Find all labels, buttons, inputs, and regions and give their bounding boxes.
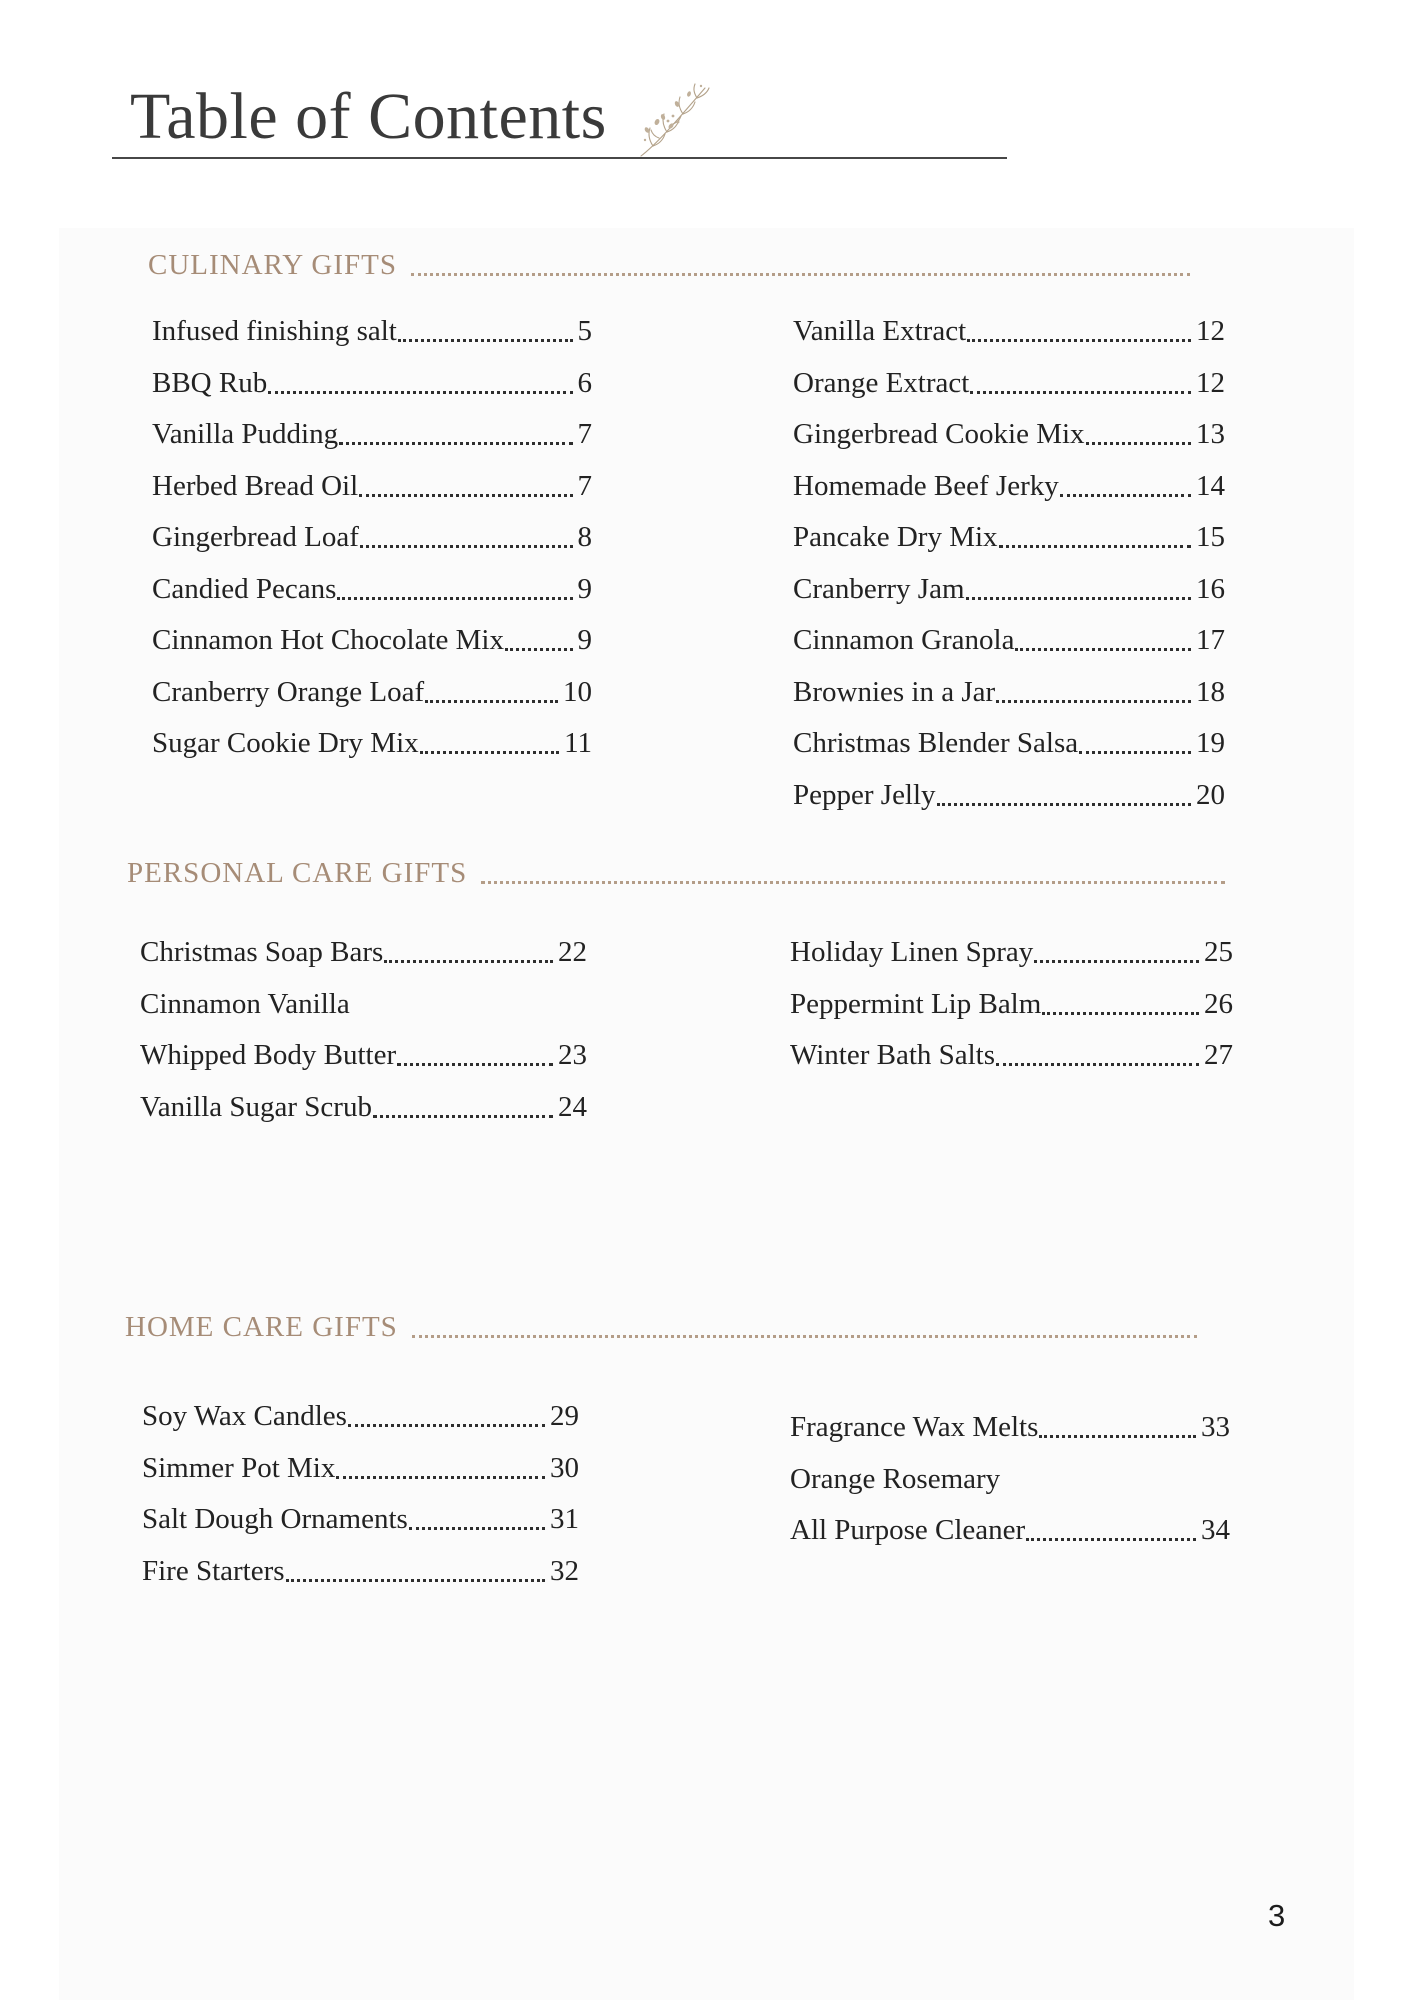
entry-page-number: 10 (563, 675, 592, 708)
entry-dot-leader (966, 597, 1191, 600)
entry-dot-leader (967, 339, 1191, 342)
entry-page-number: 9 (577, 572, 592, 605)
entry-page-number: 13 (1196, 418, 1225, 451)
title-rule (112, 157, 1007, 159)
entry-title: Infused finishing salt (152, 315, 397, 348)
entry-page-number: 25 (1204, 936, 1233, 969)
toc-entry (140, 1082, 587, 1134)
entry-page-number: 16 (1196, 572, 1225, 605)
toc-entry (152, 615, 592, 667)
entry-page-number: 12 (1196, 366, 1225, 399)
entry-title: Brownies in a Jar (793, 675, 996, 708)
entry-title: Cranberry Orange Loaf (152, 675, 425, 708)
entry-dot-leader (268, 391, 572, 394)
toc-entry (793, 358, 1225, 410)
toc-entry (152, 306, 592, 358)
entry-dot-leader (1015, 648, 1191, 651)
entry-title: Cinnamon Vanilla (140, 987, 350, 1020)
toc-entry (152, 409, 592, 461)
section-label: HOME CARE GIFTS (125, 1310, 398, 1343)
section-dot-leader (481, 881, 1225, 884)
entry-dot-leader (1026, 1538, 1196, 1541)
entry-title: Cranberry Jam (793, 572, 965, 605)
entry-page-number: 9 (577, 624, 592, 657)
section-dot-leader (412, 1335, 1197, 1338)
section-label: CULINARY GIFTS (148, 248, 397, 281)
toc-entry (140, 979, 587, 1031)
entry-page-number: 17 (1196, 624, 1225, 657)
entry-title: Soy Wax Candles (142, 1400, 347, 1433)
section-dot-leader (411, 273, 1190, 276)
entry-title: All Purpose Cleaner (790, 1514, 1026, 1547)
toc-entry (152, 564, 592, 616)
entry-page-number: 7 (577, 469, 592, 502)
entry-page-number: 18 (1196, 675, 1225, 708)
entry-dot-leader (286, 1579, 545, 1582)
entry-page-number: 29 (550, 1400, 579, 1433)
entry-dot-leader (373, 1115, 553, 1118)
toc-entry (790, 927, 1233, 979)
toc-entry (793, 770, 1225, 822)
entry-title: Orange Extract (793, 366, 970, 399)
entry-title: Orange Rosemary (790, 1462, 1001, 1495)
toc-entry (790, 1454, 1230, 1506)
toc-entry (790, 1030, 1233, 1082)
toc-entry (790, 1402, 1230, 1454)
entry-dot-leader (996, 700, 1191, 703)
entry-dot-leader (996, 1063, 1199, 1066)
entry-page-number: 14 (1196, 469, 1225, 502)
entry-dot-leader (425, 700, 558, 703)
entry-title: Christmas Soap Bars (140, 936, 384, 969)
entry-page-number: 30 (550, 1451, 579, 1484)
entry-title: Peppermint Lip Balm (790, 987, 1042, 1020)
entry-title: Fire Starters (142, 1554, 285, 1587)
toc-entry (793, 718, 1225, 770)
section-header-personal-care-gifts (127, 856, 1225, 890)
toc-column (793, 306, 1225, 821)
entry-dot-leader (360, 545, 573, 548)
entry-page-number: 11 (564, 727, 592, 760)
entry-page-number: 6 (577, 366, 592, 399)
entry-page-number: 19 (1196, 727, 1225, 760)
toc-entry (790, 1505, 1230, 1557)
entry-title: Winter Bath Salts (790, 1039, 996, 1072)
entry-title: Vanilla Extract (793, 315, 967, 348)
toc-entry (793, 306, 1225, 358)
entry-page-number: 15 (1196, 521, 1225, 554)
entry-dot-leader (336, 1476, 545, 1479)
toc-entry (793, 615, 1225, 667)
entry-title: Holiday Linen Spray (790, 936, 1034, 969)
entry-title: Homemade Beef Jerky (793, 469, 1059, 502)
entry-dot-leader (1042, 1012, 1199, 1015)
entry-dot-leader (1060, 494, 1191, 497)
toc-entry (152, 461, 592, 513)
entry-page-number: 26 (1204, 987, 1233, 1020)
entry-dot-leader (397, 1063, 553, 1066)
toc-column (140, 927, 587, 1133)
toc-entry (790, 979, 1233, 1031)
entry-title: Cinnamon Granola (793, 624, 1015, 657)
entry-title: Fragrance Wax Melts (790, 1411, 1039, 1444)
toc-entry (140, 1030, 587, 1082)
entry-page-number: 8 (577, 521, 592, 554)
entry-page-number: 20 (1196, 778, 1225, 811)
entry-dot-leader (1079, 751, 1191, 754)
toc-entry (793, 564, 1225, 616)
toc-entry (793, 461, 1225, 513)
toc-entry (793, 512, 1225, 564)
entry-dot-leader (339, 442, 572, 445)
section-header-culinary-gifts (148, 248, 1190, 282)
entry-dot-leader (1034, 960, 1199, 963)
section-header-home-care-gifts (125, 1310, 1197, 1344)
entry-page-number: 34 (1201, 1514, 1230, 1547)
toc-entry (793, 409, 1225, 461)
toc-column (790, 927, 1233, 1082)
entry-title: Christmas Blender Salsa (793, 727, 1079, 760)
entry-dot-leader (937, 803, 1191, 806)
toc-entry (142, 1391, 579, 1443)
page-header (130, 80, 721, 162)
page-number: 3 (1268, 1898, 1286, 1933)
section-label: PERSONAL CARE GIFTS (127, 856, 468, 889)
entry-title: Candied Pecans (152, 572, 337, 605)
toc-entry (140, 927, 587, 979)
entry-title: Sugar Cookie Dry Mix (152, 727, 419, 760)
toc-entry (793, 667, 1225, 719)
toc-entry (142, 1546, 579, 1598)
entry-dot-leader (409, 1527, 545, 1530)
toc-entry (152, 358, 592, 410)
botanical-sprig-icon (633, 80, 721, 162)
entry-title: Pepper Jelly (793, 778, 936, 811)
entry-page-number: 27 (1204, 1039, 1233, 1072)
entry-page-number: 32 (550, 1554, 579, 1587)
entry-page-number: 23 (558, 1039, 587, 1072)
entry-dot-leader (970, 391, 1191, 394)
entry-dot-leader (999, 545, 1191, 548)
toc-entry (142, 1443, 579, 1495)
entry-title: Herbed Bread Oil (152, 469, 359, 502)
entry-title: Simmer Pot Mix (142, 1451, 336, 1484)
entry-page-number: 22 (558, 936, 587, 969)
entry-title: Vanilla Pudding (152, 418, 339, 451)
toc-column (790, 1402, 1230, 1557)
entry-dot-leader (348, 1424, 545, 1427)
entry-dot-leader (505, 648, 573, 651)
entry-dot-leader (1086, 442, 1191, 445)
entry-title: Gingerbread Cookie Mix (793, 418, 1085, 451)
toc-entry (152, 667, 592, 719)
toc-entry (152, 718, 592, 770)
entry-page-number: 31 (550, 1503, 579, 1536)
entry-dot-leader (384, 960, 553, 963)
toc-column (142, 1391, 579, 1597)
entry-dot-leader (337, 597, 572, 600)
entry-dot-leader (1039, 1435, 1196, 1438)
entry-title: BBQ Rub (152, 366, 268, 399)
entry-page-number: 5 (577, 315, 592, 348)
entry-title: Pancake Dry Mix (793, 521, 998, 554)
entry-title: Gingerbread Loaf (152, 521, 359, 554)
toc-column (152, 306, 592, 770)
entry-title: Salt Dough Ornaments (142, 1503, 408, 1536)
toc-entry (142, 1494, 579, 1546)
entry-dot-leader (359, 494, 572, 497)
entry-page-number: 24 (558, 1090, 587, 1123)
entry-page-number: 7 (577, 418, 592, 451)
entry-title: Whipped Body Butter (140, 1039, 397, 1072)
entry-page-number: 33 (1201, 1411, 1230, 1444)
entry-page-number: 12 (1196, 315, 1225, 348)
entry-title: Vanilla Sugar Scrub (140, 1090, 372, 1123)
entry-dot-leader (398, 339, 573, 342)
page-title: Table of Contents (130, 80, 607, 153)
toc-entry (152, 512, 592, 564)
entry-dot-leader (420, 751, 559, 754)
entry-title: Cinnamon Hot Chocolate Mix (152, 624, 504, 657)
